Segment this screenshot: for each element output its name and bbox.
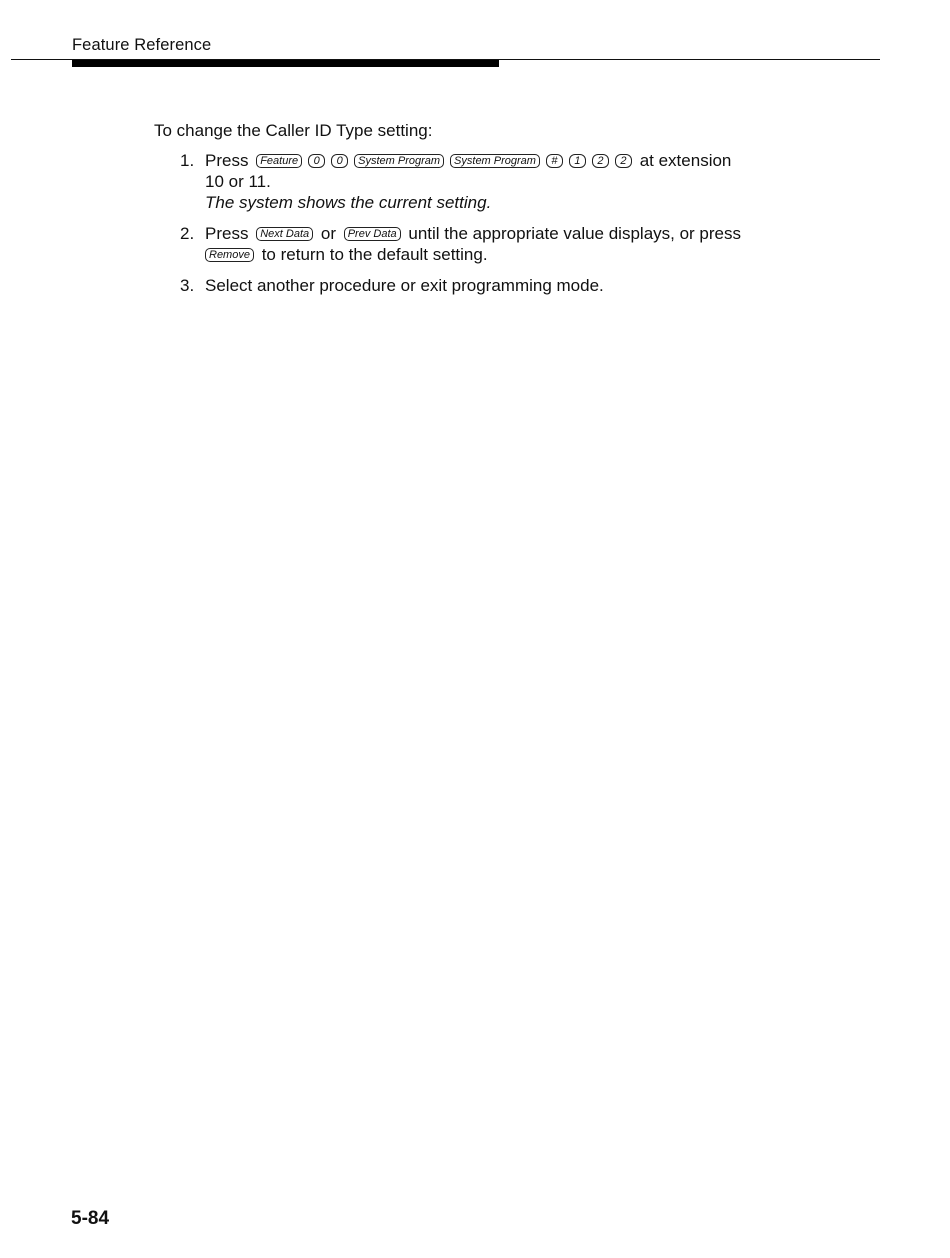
prev-data-key: Prev Data [344,227,401,241]
step-number: 1. [180,151,195,170]
system-program-key: System Program [450,154,540,168]
header-bar [72,60,499,67]
step-2 [154,223,794,265]
step-text: until the appropriate value displays, or press [408,224,742,243]
next-data-key: Next Data [256,227,313,241]
remove-key: Remove [205,248,254,262]
step-text: or [320,224,336,243]
step-3 [154,275,794,296]
feature-key: Feature [256,154,302,168]
page-number: 5-84 [71,1208,110,1229]
dial-key-2: 2 [592,154,609,168]
running-header: Feature Reference [72,36,212,54]
step-number: 2. [180,224,195,243]
dial-key-1: 1 [569,154,586,168]
procedure-section [154,120,794,306]
step-text: at extension [639,151,732,170]
step-text: Press [205,224,249,243]
dial-key-0: 0 [308,154,325,168]
step-result: The system shows the current setting. [205,193,492,212]
dial-key-pound: # [546,154,563,168]
step-text: to return to the default setting. [261,245,488,264]
dial-key-0: 0 [331,154,348,168]
step-text: Select another procedure or exit programming mode. [205,276,604,295]
procedure-steps [154,150,794,296]
step-text: Press [205,151,249,170]
step-number: 3. [180,276,195,295]
system-program-key: System Program [354,154,444,168]
procedure-intro: To change the Caller ID Type setting: [154,121,433,140]
step-text: 10 or 11. [205,172,271,191]
dial-key-2: 2 [615,154,632,168]
step-1 [154,150,794,213]
